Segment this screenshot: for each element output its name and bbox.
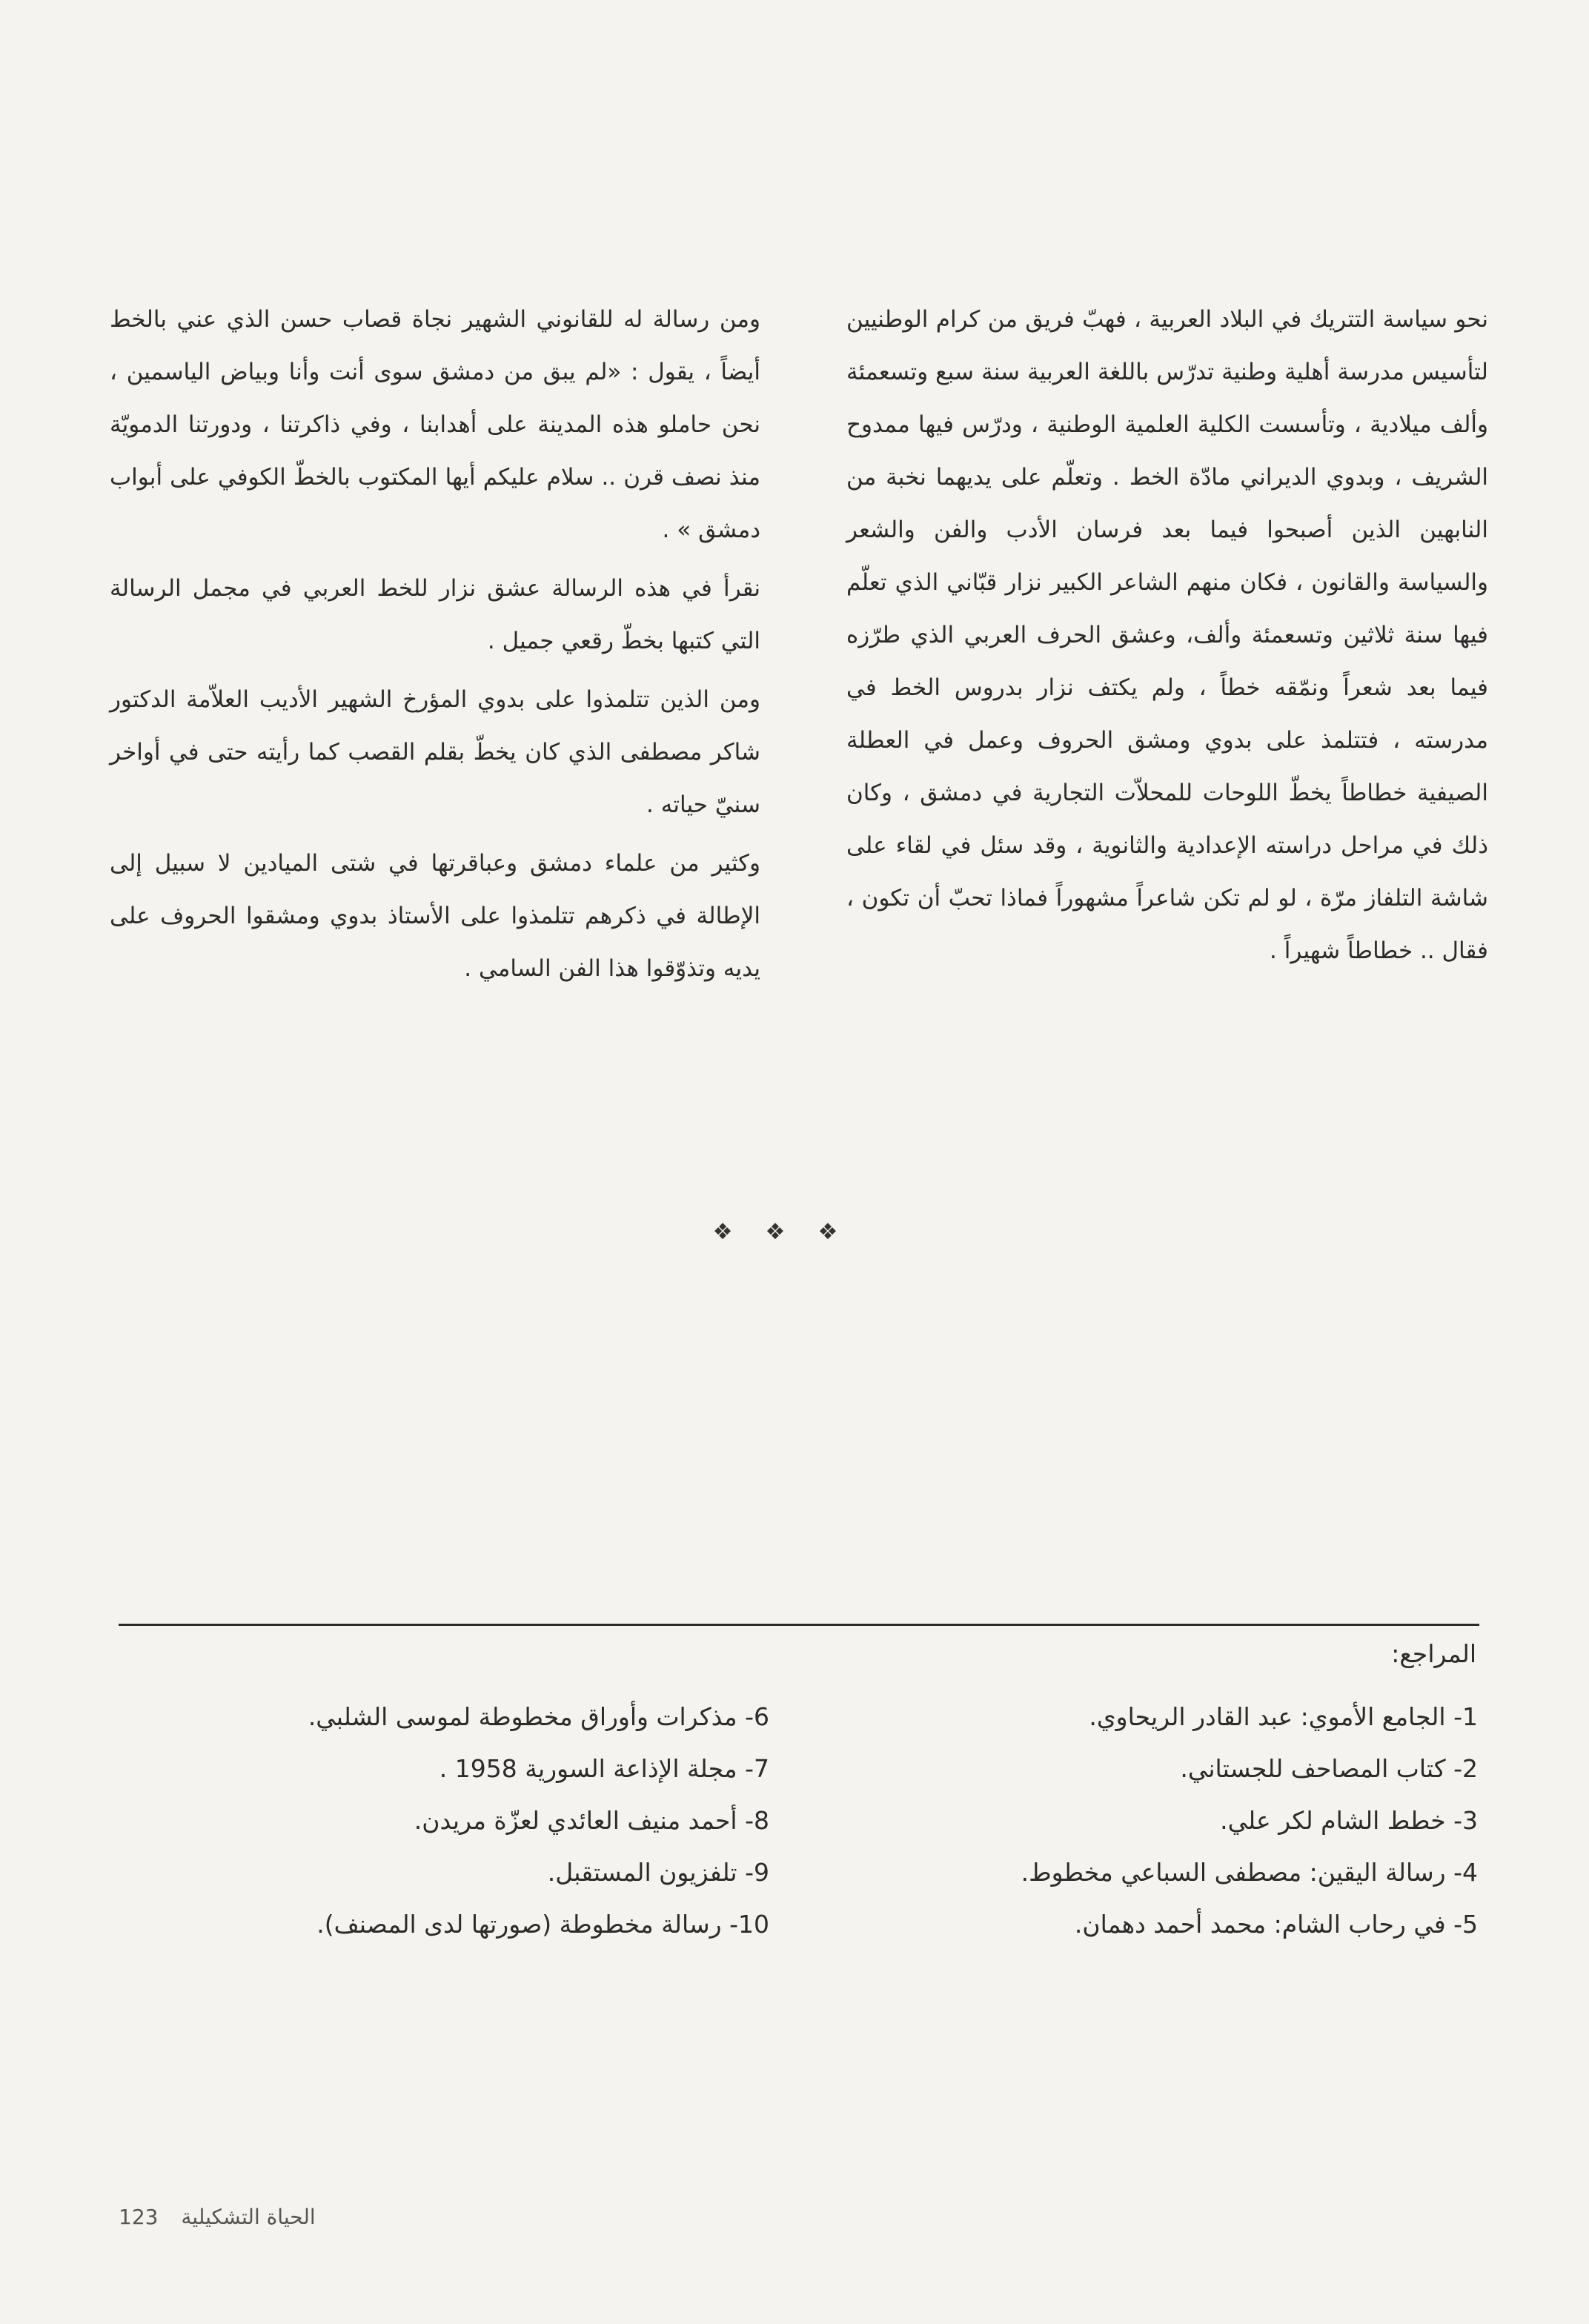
- reference-item: 10- رسالة مخطوطة (صورتها لدى المصنف).: [316, 1910, 769, 1939]
- reference-item: 7- مجلة الإذاعة السورية 1958 .: [439, 1754, 769, 1783]
- paragraph: نحو سياسة التتريك في البلاد العربية ، فهبّ فريق من كرام الوطنيين لتأسيس مدرسة أهلية وطنية تدرّس باللغة العربية سنة سبع وتسعمئة وألف ميلادية ، وتأسست الكلية العلمية الوطنية ، ودرّس فيها ممدوح الشريف ، وبدوي الديراني مادّة الخط . وتعلّم على يديهما نخبة من النابهين الذين أصبحوا فيما بعد فرسان الأدب والفن والشعر والسياسة والقانون ، فكان منهم الشاعر الكبير نزار قبّاني الذي تعلّم فيها سنة ثلاثين وتسعمئة وألف، وعشق الحرف العربي الذي طرّزه فيما بعد شعراً ونمّقه خطاً ، ولم يكتف نزار بدروس الخط في مدرسته ، فتتلمذ على بدوي ومشق الحروف وعمل في العطلة الصيفية خطاطاً يخطّ اللوحات للمحلاّت التجارية في دمشق ، وكان ذلك في مراحل دراسته الإعدادية والثانوية ، وقد سئل في لقاء على شاشة التلفاز مرّة ، لو لم تكن شاعراً مشهوراً فماذا تحبّ أن تكون ، فقال .. خطاطاً شهيراً .: [846, 306, 1488, 964]
- paragraph: ومن رسالة له للقانوني الشهير نجاة قصاب حسن الذي عني بالخط أيضاً ، يقول : «لم يبق من دمشق سوى أنت وأنا وبياض الياسمين ، نحن حاملو هذه المدينة على أهدابنا ، وفي ذاكرتنا ، ودورتنا الدمويّة منذ نصف قرن .. سلام عليكم أيها المكتوب بالخطّ الكوفي على أبواب دمشق » .: [110, 306, 760, 543]
- reference-item: 5- في رحاب الشام: محمد أحمد دهمان.: [1074, 1910, 1478, 1939]
- magazine-name: الحياة التشكيلية: [181, 2205, 316, 2229]
- references-list-left: [133, 1691, 769, 1950]
- reference-item: 3- خطط الشام لكر علي.: [1220, 1806, 1478, 1835]
- paragraph: وكثير من علماء دمشق وعباقرتها في شتى الميادين لا سبيل إلى الإطالة في ذكرهم تتلمذوا على الأستاذ بدوي ومشقوا الحروف على يديه وتذوّقوا هذا الفن السامي .: [110, 850, 760, 982]
- paragraph: نقرأ في هذه الرسالة عشق نزار للخط العربي في مجمل الرسالة التي كتبها بخطّ رقعي جميل .: [110, 575, 760, 654]
- reference-item: 8- أحمد منيف العائدي لعزّة مريدن.: [414, 1806, 769, 1835]
- reference-item: 4- رسالة اليقين: مصطفى السباعي مخطوط.: [1021, 1858, 1478, 1887]
- reference-item: 1- الجامع الأموي: عبد القادر الريحاوي.: [1089, 1702, 1478, 1731]
- reference-item: 6- مذكرات وأوراق مخطوطة لموسى الشلبي.: [308, 1702, 769, 1731]
- reference-item: 2- كتاب المصاحف للجستاني.: [1180, 1754, 1478, 1783]
- references-list-right: [852, 1691, 1478, 1950]
- references-divider-line: [119, 1624, 1479, 1626]
- page-footer: [119, 2205, 415, 2229]
- reference-item: 9- تلفزيون المستقبل.: [547, 1858, 769, 1887]
- page-number: 123: [119, 2205, 159, 2229]
- references-title: المراجع:: [1391, 1639, 1476, 1668]
- paragraph: ومن الذين تتلمذوا على بدوي المؤرخ الشهير الأديب العلاّمة الدكتور شاكر مصطفى الذي كان يخطّ بقلم القصب كما رأيته حتى في أواخر سنيّ حياته .: [110, 686, 760, 818]
- section-divider-ornament: ❖❖❖: [712, 1219, 871, 1245]
- article-left-column: [110, 293, 760, 1001]
- article-right-column: [846, 293, 1488, 983]
